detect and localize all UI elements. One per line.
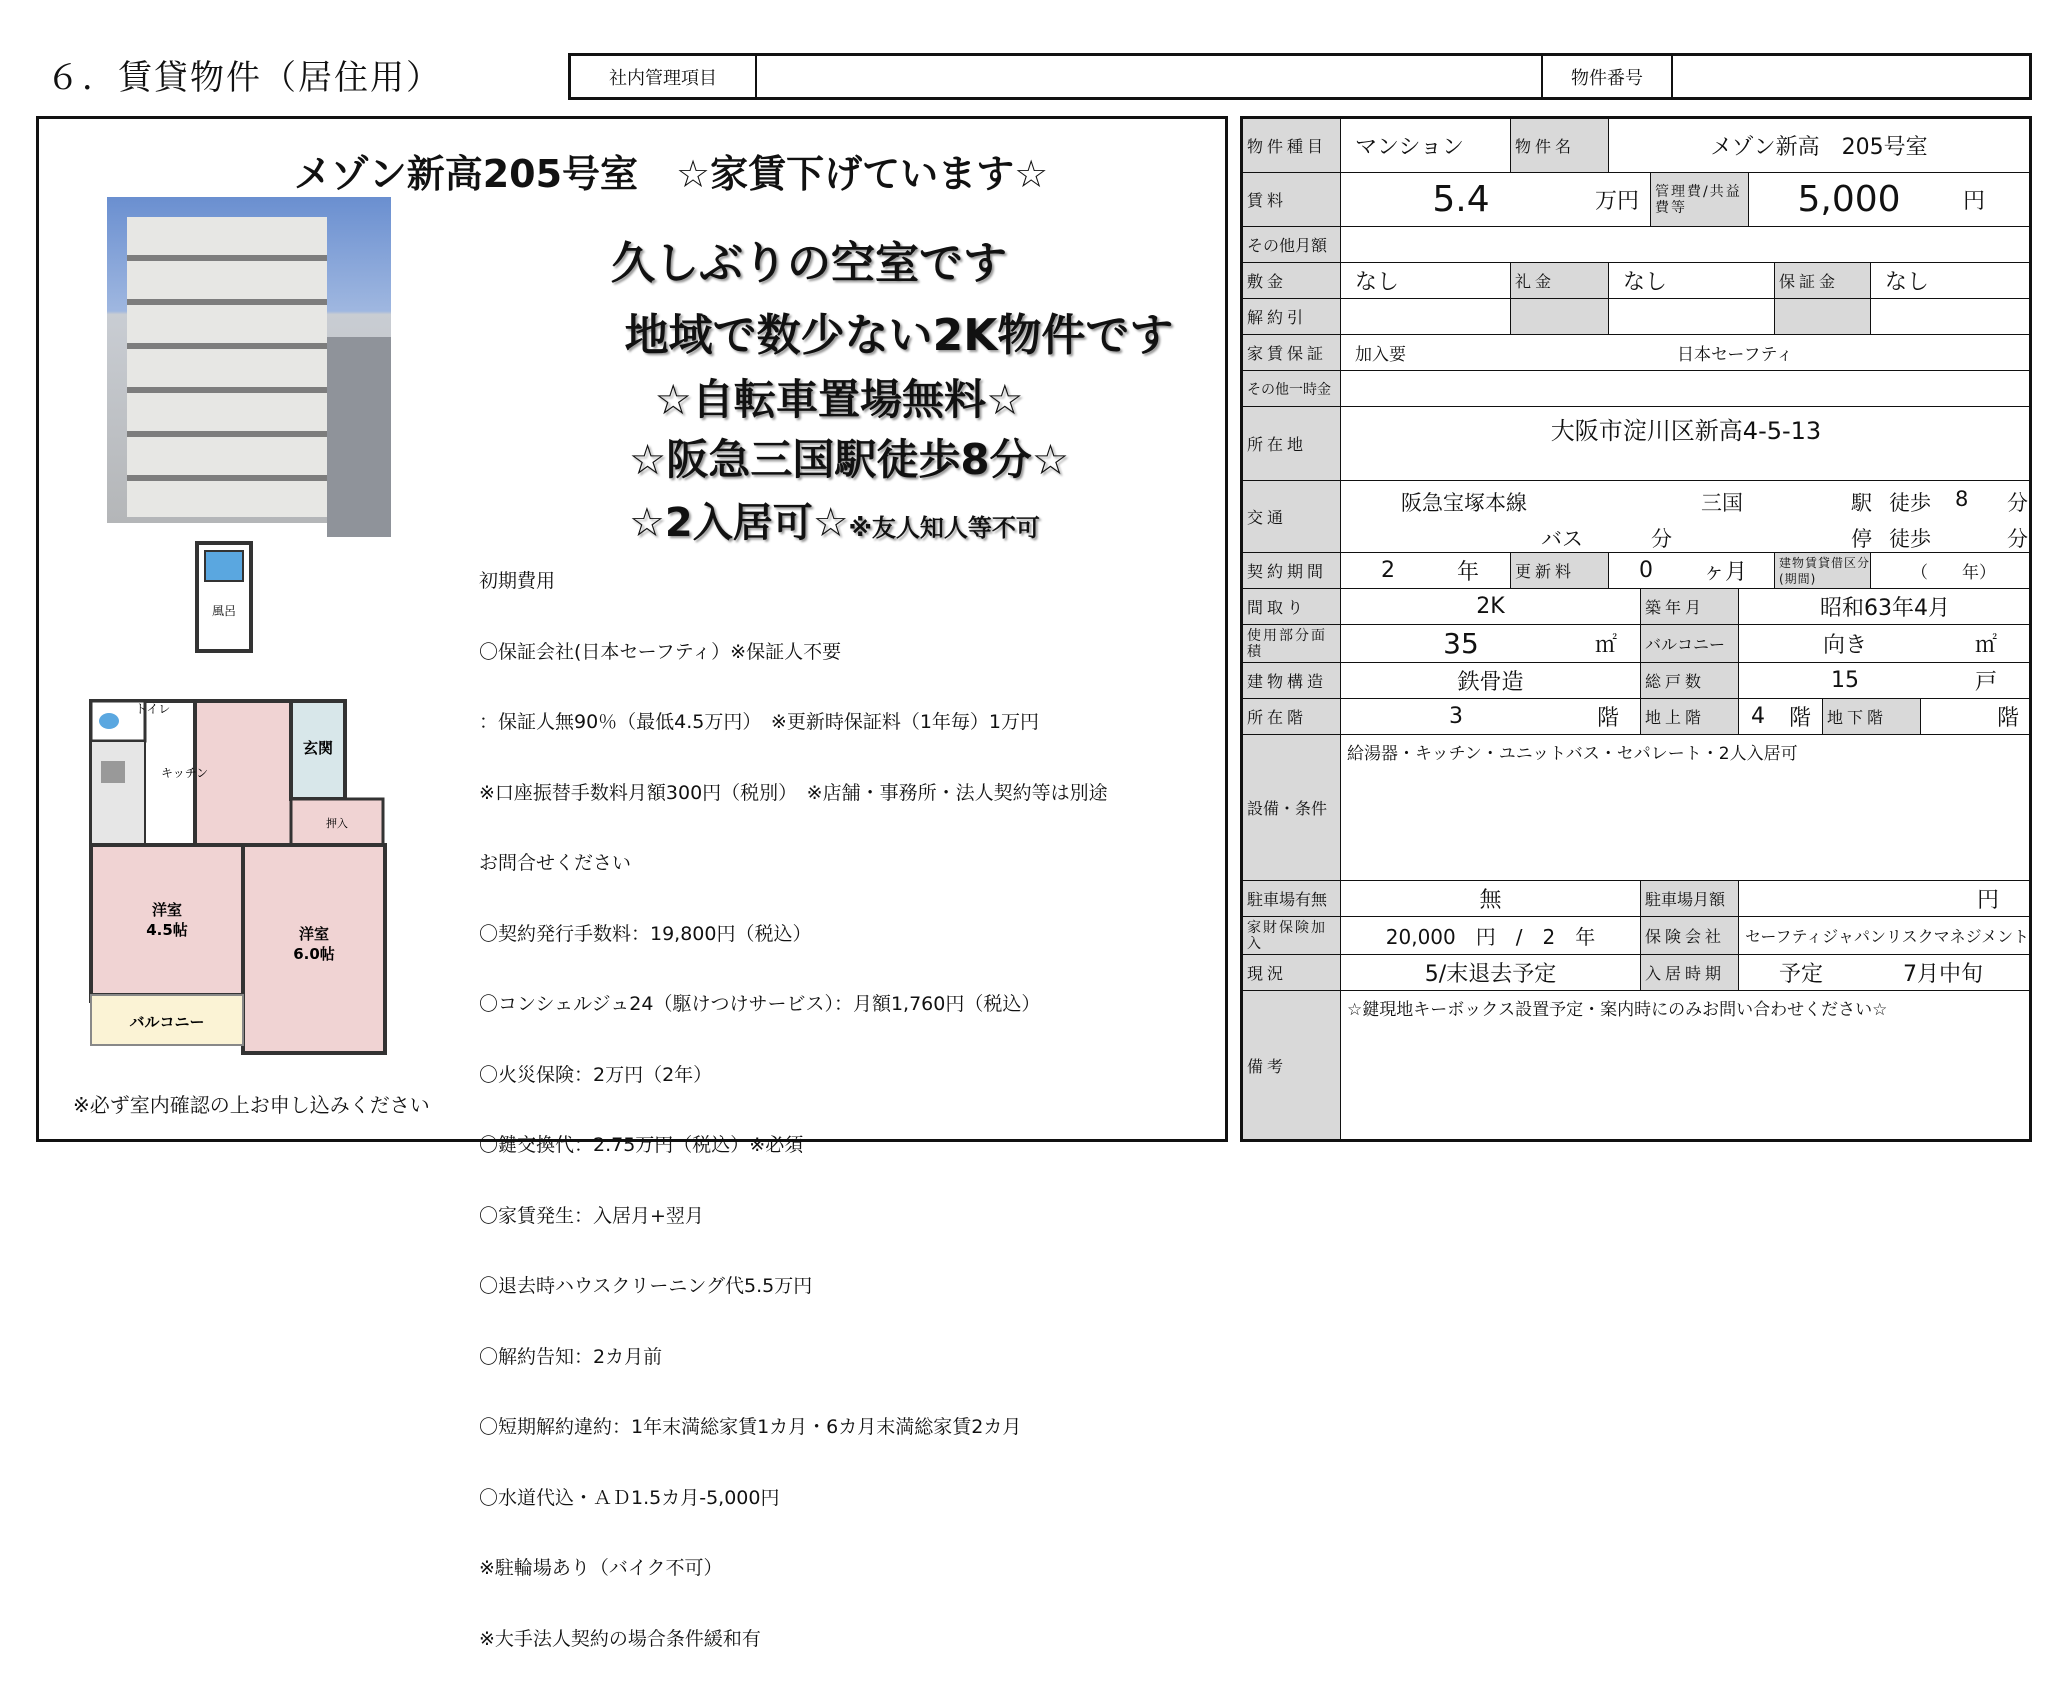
- flyer-panel: [36, 116, 1228, 1650]
- rent-guarantee-company: 日本セーフティ: [1677, 345, 1794, 365]
- guarantee-label: 保証金: [1775, 263, 1871, 298]
- built-label: 築年月: [1641, 589, 1739, 624]
- contract-year-unit: 年: [1437, 553, 1511, 588]
- parking-value: 無: [1341, 881, 1641, 916]
- row-remarks: [1243, 991, 2029, 1139]
- row-contract: [1243, 553, 2029, 589]
- minute2-label: 分: [2007, 527, 2028, 551]
- above-ground-label: 地上階: [1641, 699, 1739, 734]
- room-2-label: 洋室: [298, 925, 330, 943]
- above-ground-unit: 階: [1783, 699, 1823, 734]
- note-line: 〇解約告知：2カ月前: [479, 1345, 663, 1368]
- catch-line-2: 地域で数少ない2K物件です: [624, 310, 1174, 361]
- row-cancel: [1243, 299, 2029, 335]
- key-money-value: なし: [1609, 263, 1775, 298]
- rent-guarantee-value: 加入要: [1355, 345, 1406, 365]
- spec-grid: [1243, 119, 2029, 1139]
- rent-label: 賃料: [1243, 173, 1341, 226]
- structure-label: 建物構造: [1243, 663, 1341, 698]
- row-other-monthly: [1243, 227, 2029, 263]
- catch-line-5-text: ☆2入居可☆: [629, 500, 849, 546]
- floor-label: 所在階: [1243, 699, 1341, 734]
- row-structure: [1243, 663, 2029, 699]
- structure-value: 鉄骨造: [1341, 663, 1641, 698]
- status-value: 5/末退去予定: [1341, 955, 1641, 990]
- row-status: [1243, 955, 2029, 991]
- note-line: 〇コンシェルジュ24（駆けつけサービス）：月額1,760円（税込）: [479, 993, 1041, 1015]
- catch-note: ※友人知人等不可: [848, 514, 1040, 542]
- rent-guarantee-label: 家賃保証: [1243, 335, 1341, 370]
- remarks-value: ☆鍵現地キーボックス設置予定・案内時にのみお問い合わせください☆: [1347, 1000, 1888, 1020]
- room-2-size: 6.0帖: [293, 945, 335, 963]
- below-ground-unit: 階: [1996, 706, 2019, 731]
- walk-label: 徒歩: [1889, 491, 1931, 515]
- renew-unit: ヶ月: [1697, 553, 1775, 588]
- remarks-label: 備考: [1243, 991, 1341, 1139]
- deposit-value: なし: [1341, 263, 1511, 298]
- movein-value: 予定: [1779, 962, 1824, 987]
- other-once-value: [1341, 371, 2031, 406]
- layout-label: 間取り: [1243, 589, 1341, 624]
- parking-fee-label: 駐車場月額: [1641, 881, 1739, 916]
- row-rent: [1243, 173, 2029, 227]
- address-label: 所在地: [1243, 407, 1341, 480]
- room-1-label: 洋室: [151, 901, 183, 919]
- parking-label: 駐車場有無: [1243, 881, 1341, 916]
- cancel-blank-1: [1511, 299, 1609, 334]
- fee-unit: 円: [1963, 189, 1986, 214]
- fee-label: 管理費/共益費等: [1651, 173, 1749, 226]
- catch-line-1: 久しぶりの空室です: [611, 238, 1007, 289]
- rent-unit: 万円: [1581, 173, 1651, 226]
- station-name: 三国: [1701, 491, 1743, 515]
- units-label: 総戸数: [1641, 663, 1739, 698]
- equipment-label: 設備・条件: [1243, 735, 1341, 880]
- row-address: [1243, 407, 2029, 481]
- type-label: 物件種目: [1243, 119, 1341, 172]
- lease-type-value: （ 年）: [1911, 563, 1996, 583]
- insurance-value: 20,000 円 / 2 年: [1341, 917, 1641, 954]
- row-layout: [1243, 589, 2029, 625]
- catch-line-4: ☆阪急三国駅徒歩8分☆: [628, 435, 1070, 484]
- area-value: 35: [1443, 627, 1479, 660]
- area-unit: ㎡: [1581, 625, 1641, 662]
- initial-costs-notes: [479, 523, 1108, 1698]
- movein-when: 7月中旬: [1903, 962, 1983, 987]
- row-equipment: [1243, 735, 2029, 881]
- property-number-field[interactable]: [1673, 56, 2029, 97]
- note-line: ※駐輪場あり（バイク不可）: [479, 1557, 723, 1579]
- note-line: お問合せください: [479, 852, 632, 874]
- note-line: ※口座振替手数料月額300円（税別） ※店舗・事務所・法人契約等は別途: [479, 781, 1108, 804]
- insurer-label: 保険会社: [1641, 917, 1739, 954]
- rent-value: 5.4: [1432, 179, 1490, 220]
- footnote: ※必ず室内確認の上お申し込みください: [73, 1093, 430, 1117]
- cancel-value: [1341, 299, 1511, 334]
- property-number-label: 物件番号: [1543, 56, 1673, 97]
- cancel-blank-2: [1609, 299, 1775, 334]
- toilet-label: トイレ: [135, 702, 171, 716]
- contract-years: 2: [1381, 558, 1395, 583]
- insurance-label: 家財保険加入: [1243, 917, 1341, 954]
- renew-value: 0: [1639, 558, 1653, 583]
- building-facade: [127, 217, 327, 517]
- lease-type-label: 建物賃貸借区分(期間): [1775, 553, 1871, 588]
- row-other-once: [1243, 371, 2029, 407]
- floor-value: 3: [1449, 704, 1463, 729]
- building-photo: [107, 197, 391, 523]
- toilet-icon: [99, 713, 119, 729]
- note-line: 〇契約発行手数料：19,800円（税込）: [479, 922, 812, 945]
- note-line: 〇火災保険：2万円（2年）: [479, 1063, 713, 1086]
- note-line: 初期費用: [479, 570, 556, 592]
- internal-management-label: 社内管理項目: [571, 56, 757, 97]
- kitchen-sink: [101, 761, 125, 783]
- minute-label: 分: [2007, 491, 2028, 515]
- floor-unit: 階: [1571, 699, 1641, 734]
- row-transport: [1243, 481, 2029, 553]
- type-value: マンション: [1341, 119, 1511, 172]
- units-unit: 戸: [1975, 670, 1998, 695]
- note-line: 〇家賃発生：入居月+翌月: [479, 1204, 704, 1227]
- room-1-size: 4.5帖: [146, 921, 188, 939]
- row-floor: [1243, 699, 2029, 735]
- property-spec-table: [1240, 116, 2032, 1142]
- transport-label: 交通: [1243, 481, 1341, 552]
- movein-label: 入居時期: [1641, 955, 1739, 990]
- above-ground-value: 4: [1751, 704, 1765, 729]
- note-line: ：保証人無90％（最低4.5万円） ※更新時保証料（1年毎）1万円: [479, 711, 1039, 733]
- note-line: 〇退去時ハウスクリーニング代5.5万円: [479, 1275, 813, 1297]
- insurer-value: セーフティジャパンリスクマネジメント: [1745, 927, 2030, 946]
- below-ground-label: 地下階: [1823, 699, 1921, 734]
- management-bar: [568, 53, 2032, 100]
- catch-line-3: ☆自転車置場無料☆: [654, 375, 1024, 424]
- cancel-label: 解約引: [1243, 299, 1341, 334]
- station-suffix: 駅: [1851, 491, 1872, 515]
- property-title: メゾン新高205号室 ☆家賃下げています☆: [293, 152, 1049, 196]
- cancel-blank-4: [1871, 299, 2031, 334]
- name-value: メゾン新高 205号室: [1710, 135, 1928, 160]
- bus-minute-label: 分: [1651, 527, 1672, 551]
- layout-value: 2K: [1341, 589, 1641, 624]
- bath-label: 風呂: [211, 604, 237, 618]
- page-heading: ６．賃貸物件（居住用）: [46, 58, 442, 98]
- entrance-label: 玄関: [302, 739, 334, 757]
- row-type-name: [1243, 119, 2029, 173]
- note-line: ※大手法人契約の場合条件緩和有: [479, 1627, 761, 1650]
- balcony-label: バルコニー: [1641, 625, 1739, 662]
- note-line: 〇短期解約違約：1年末満総家賃1カ月・6カ月末満総家賃2カ月: [479, 1416, 1022, 1438]
- internal-management-field[interactable]: [757, 56, 1543, 97]
- transport-detail: [1341, 481, 2031, 552]
- balcony-direction: 向き: [1822, 633, 1867, 658]
- kitchen-counter: [91, 741, 145, 845]
- area-label: 使用部分面積: [1243, 625, 1341, 662]
- row-insurance: [1243, 917, 2029, 955]
- bus-label: バス: [1541, 527, 1583, 551]
- walk2-label: 徒歩: [1889, 527, 1931, 551]
- floor-plan: [85, 537, 445, 1067]
- balcony-unit: ㎡: [1975, 633, 1998, 658]
- key-money-label: 礼金: [1511, 263, 1609, 298]
- built-value: 昭和63年4月: [1820, 596, 1950, 621]
- other-monthly-label: その他月額: [1243, 227, 1341, 262]
- walk-minutes: 8: [1955, 487, 1969, 511]
- status-label: 現況: [1243, 955, 1341, 990]
- bathtub: [205, 551, 243, 581]
- row-rent-guarantee: [1243, 335, 2029, 371]
- neighbor-building: [327, 337, 391, 537]
- row-area: [1243, 625, 2029, 663]
- other-monthly-value: [1341, 227, 2031, 262]
- deposit-label: 敷金: [1243, 263, 1341, 298]
- stop-label: 停: [1851, 527, 1872, 551]
- other-once-label: その他一時金: [1243, 371, 1341, 406]
- contract-label: 契約期間: [1243, 553, 1341, 588]
- fee-value: 5,000: [1797, 179, 1901, 220]
- name-label: 物件名: [1511, 119, 1609, 172]
- closet-label: 押入: [326, 817, 348, 830]
- note-line: 〇保証会社(日本セーフティ）※保証人不要: [479, 640, 842, 663]
- row-parking: [1243, 881, 2029, 917]
- note-line: 〇水道代込・ＡＤ1.5カ月-5,000円: [479, 1486, 780, 1509]
- renew-label: 更新料: [1511, 553, 1609, 588]
- guarantee-value: なし: [1885, 270, 1930, 295]
- units-value: 15: [1831, 668, 1859, 693]
- address-value: 大阪市淀川区新高4-5-13: [1550, 417, 1822, 445]
- cancel-blank-3: [1775, 299, 1871, 334]
- note-line: 〇鍵交換代：2.75万円（税込）※必須: [479, 1134, 804, 1156]
- kitchen-label: キッチン: [161, 766, 209, 780]
- equipment-value: 給湯器・キッチン・ユニットバス・セパレート・2人入居可: [1347, 744, 1798, 764]
- parking-fee-unit: 円: [1976, 888, 1999, 913]
- line-name: 阪急宝塚本線: [1401, 491, 1527, 515]
- balcony-label: バルコニー: [129, 1013, 205, 1031]
- room-1: [91, 845, 243, 995]
- row-deposit: [1243, 263, 2029, 299]
